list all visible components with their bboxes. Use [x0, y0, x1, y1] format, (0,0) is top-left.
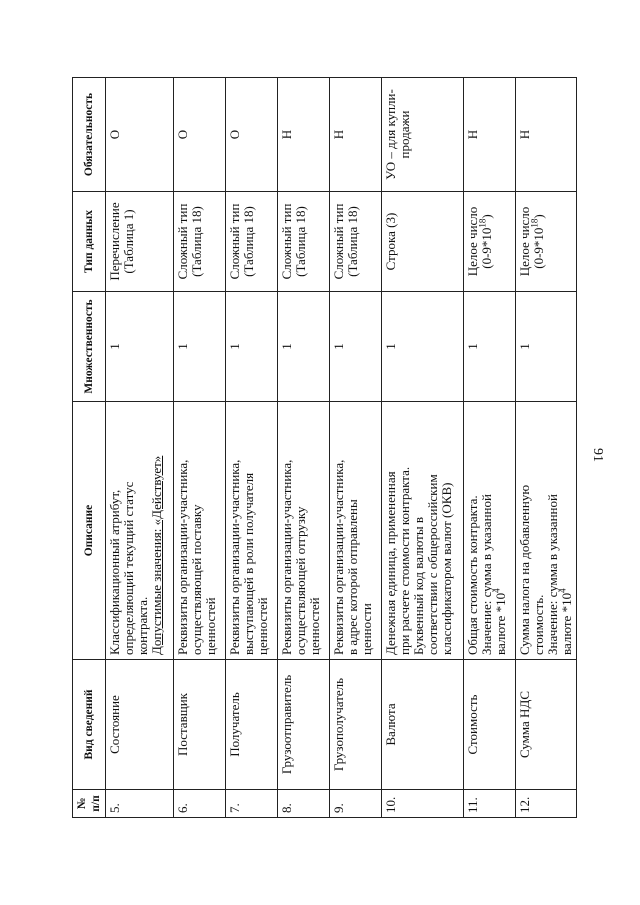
cell-kind: Получатель	[226, 660, 278, 790]
cell-mult: 1	[464, 292, 516, 402]
cell-kind: Сумма НДС	[516, 660, 577, 790]
cell-desc	[174, 402, 226, 660]
cell-type: Строка (3)	[382, 192, 464, 292]
cell-mult: 1	[278, 292, 330, 402]
desc-note: Допустимые значения: «Действует»	[149, 455, 164, 655]
type-range	[477, 196, 494, 287]
cell-desc	[106, 402, 174, 660]
header-type: Тип данных	[73, 192, 106, 292]
cell-type: Сложный тип (Таблица 18)	[330, 192, 382, 292]
type-text: Целое число	[465, 206, 480, 277]
desc-line: Общая стоимость контракта.	[465, 495, 480, 655]
cell-num: 5.	[106, 790, 174, 818]
table-row	[174, 78, 226, 818]
cell-desc	[278, 402, 330, 660]
cell-kind: Валюта	[382, 660, 464, 790]
cell-mult: 1	[516, 292, 577, 402]
range-text: (0-9*10	[531, 227, 546, 269]
desc-line: контракта.	[135, 596, 150, 655]
header-desc: Описание	[73, 402, 106, 660]
desc-line: Значение: сумма в указанной	[479, 494, 494, 655]
desc-line: ценностей	[203, 597, 218, 655]
page-number: 91	[590, 448, 605, 462]
desc-line: Классификационный атрибут,	[107, 489, 122, 655]
cell-type: Перечисление (Таблица 1)	[106, 192, 174, 292]
desc-line: определяющий текущий статус	[121, 481, 136, 655]
header-mult: Множественность	[73, 292, 106, 402]
type-text: Целое число	[517, 206, 532, 277]
cell-kind: Грузополучатель	[330, 660, 382, 790]
desc-line: классификатором валют (ОКВ)	[439, 482, 454, 655]
desc-line: Реквизиты организации-участника,	[227, 459, 242, 655]
cell-num: 7.	[226, 790, 278, 818]
cell-mult: 1	[330, 292, 382, 402]
cell-desc	[382, 402, 464, 660]
cell-num: 10.	[382, 790, 464, 818]
header-kind: Вид сведений	[73, 660, 106, 790]
cell-type	[464, 192, 516, 292]
desc-line: соответствии с общероссийским	[425, 474, 440, 655]
exponent: 4	[557, 588, 568, 593]
desc-line: Буквенный код валюты в	[411, 517, 426, 655]
cell-desc	[464, 402, 516, 660]
desc-text: валюте *10	[493, 592, 508, 655]
range-text: (0-9*10	[479, 227, 494, 269]
table-row	[106, 78, 174, 818]
cell-num: 6.	[174, 790, 226, 818]
desc-line: ценностей	[307, 597, 322, 655]
table-row	[382, 78, 464, 818]
desc-line: стоимость.	[531, 594, 546, 655]
cell-desc	[516, 402, 577, 660]
data-table	[72, 77, 577, 818]
cell-num: 12.	[516, 790, 577, 818]
exponent: 18	[477, 218, 488, 228]
range-close: )	[531, 214, 546, 219]
cell-num: 11.	[464, 790, 516, 818]
cell-num: 9.	[330, 790, 382, 818]
desc-line: осуществляющей отгрузку	[293, 506, 308, 655]
cell-req: О	[106, 78, 174, 192]
desc-line: Реквизиты организации-участника,	[331, 459, 346, 655]
cell-mult: 1	[106, 292, 174, 402]
type-range	[529, 196, 546, 287]
header-req: Обязательность	[73, 78, 106, 192]
cell-req: Н	[278, 78, 330, 192]
cell-mult: 1	[174, 292, 226, 402]
cell-type: Сложный тип (Таблица 18)	[174, 192, 226, 292]
desc-line: осуществляющей поставку	[189, 504, 204, 655]
desc-line: ценности	[359, 603, 374, 655]
cell-req: О	[174, 78, 226, 192]
table-row	[226, 78, 278, 818]
header-num: № п/п	[73, 790, 106, 818]
table-row	[330, 78, 382, 818]
exponent: 18	[529, 218, 540, 228]
desc-line: выступающей в роли получателя	[241, 472, 256, 655]
table-row	[278, 78, 330, 818]
table-header-row	[73, 78, 106, 818]
cell-req: О	[226, 78, 278, 192]
cell-type: Сложный тип (Таблица 18)	[278, 192, 330, 292]
cell-req: Н	[516, 78, 577, 192]
cell-req: УО – для купли-продажи	[382, 78, 464, 192]
cell-req: Н	[330, 78, 382, 192]
table-row	[516, 78, 577, 818]
cell-kind: Состояние	[106, 660, 174, 790]
desc-line: Денежная единица, примененная	[383, 471, 398, 655]
cell-req: Н	[464, 78, 516, 192]
desc-text: валюте *10	[559, 592, 574, 655]
desc-line: при расчете стоимости контракта.	[397, 466, 412, 655]
desc-line	[491, 406, 508, 655]
desc-line: Реквизиты организации-участника,	[279, 459, 294, 655]
cell-kind: Грузоотправитель	[278, 660, 330, 790]
cell-kind: Поставщик	[174, 660, 226, 790]
table-row	[464, 78, 516, 818]
desc-line: Реквизиты организации-участника,	[175, 459, 190, 655]
cell-mult: 1	[382, 292, 464, 402]
cell-desc	[330, 402, 382, 660]
desc-line: Значение: сумма в указанной	[545, 494, 560, 655]
desc-line: в адрес которой отправлены	[345, 499, 360, 655]
cell-kind: Стоимость	[464, 660, 516, 790]
cell-type	[516, 192, 577, 292]
cell-num: 8.	[278, 790, 330, 818]
cell-mult: 1	[226, 292, 278, 402]
desc-line: Сумма налога на добавленную	[517, 484, 532, 655]
desc-line	[557, 406, 574, 655]
range-close: )	[479, 214, 494, 219]
cell-desc	[226, 402, 278, 660]
rotated-table-container	[72, 78, 572, 818]
exponent: 4	[491, 588, 502, 593]
cell-type: Сложный тип (Таблица 18)	[226, 192, 278, 292]
desc-line: ценностей	[255, 597, 270, 655]
